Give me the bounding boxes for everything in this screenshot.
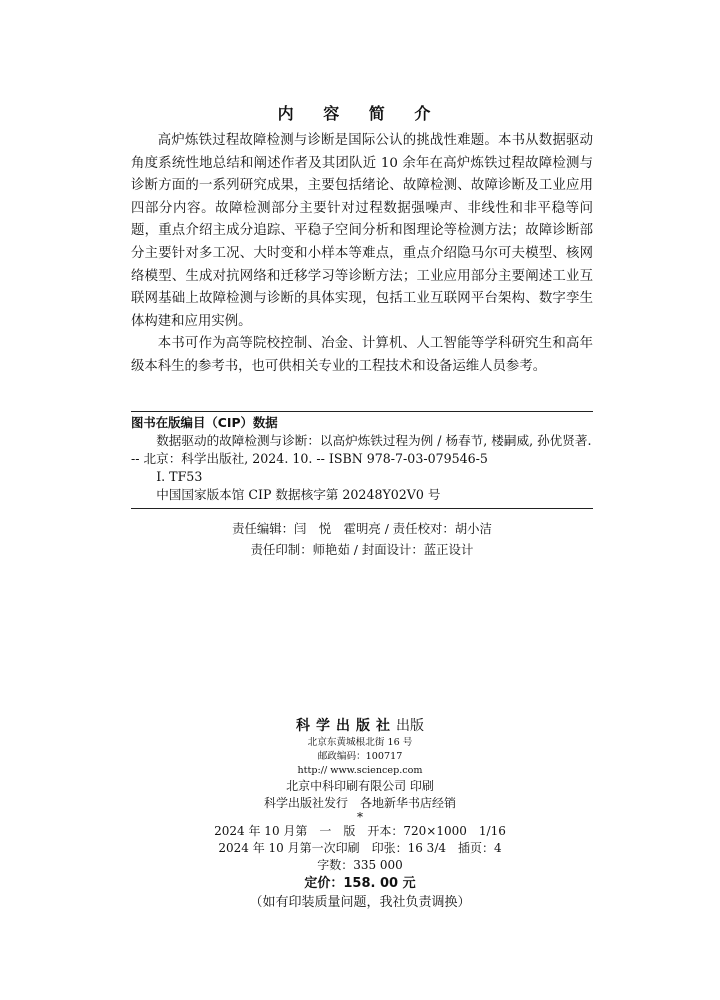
publisher-website: http:// www.sciencep.com bbox=[297, 765, 423, 776]
cip-heading: 图书在版编目（CIP）数据 bbox=[131, 415, 278, 430]
quality-note: （如有印装质量问题，我社负责调换） bbox=[249, 895, 471, 910]
production-line: 责任印制：师艳茹 / 封面设计：蓝正设计 bbox=[250, 542, 474, 557]
cip-record: 数据驱动的故障检测与诊断：以高炉炼铁过程为例 / 杨春节, 楼嗣威, 孙优贤著. -- 北京：科学出版社, 2024. 10. -- ISBN 978-7-03-079546-5 bbox=[131, 433, 592, 466]
printing-line: 2024 年 10 月第一次印刷 印张：16 3/4 插页：4 bbox=[218, 841, 502, 855]
word-count: 字数：335 000 bbox=[317, 858, 403, 872]
book-summary bbox=[131, 130, 593, 379]
distribution-line: 科学出版社发行 各地新华书店经销 bbox=[263, 796, 456, 810]
page-title: 内 容 简 介 bbox=[277, 104, 443, 123]
separator-star: * bbox=[357, 810, 363, 824]
price: 定价：158. 00 元 bbox=[304, 876, 416, 891]
publisher-name-suffix: 出版 bbox=[396, 718, 424, 734]
publisher-logo-text: 科学出版社 bbox=[296, 718, 396, 734]
responsibility-credits bbox=[131, 518, 593, 560]
cip-verification: 中国国家版本馆 CIP 数据核字第 20248Y02V0 号 bbox=[156, 487, 441, 502]
publisher-name bbox=[0, 716, 720, 736]
summary-paragraph: 高炉炼铁过程故障检测与诊断是国际公认的挑战性难题。本书从数据驱动角度系统性地总结和阐述作者及其团队近 10 余年在高炉炼铁过程故障检测与诊断方面的一系列研究成果，主要包括绪论、故障检测、故障诊断及工业应用四部分内容。故障检测部分主要针对过程数据强噪声、非线性和非平稳等问题，重点介绍主成分追踪、平稳子空间分析和图理论等检测方法；故障诊断部分主要针对多工况、大时变和小样本等难点，重点介绍隐马尔可夫模型、核网络模型、生成对抗网络和迁移学习等诊断方法；工业应用部分主要阐述工业互联网基础上故障检测与诊断的具体实现，包括工业互联网平台架构、数字孪生体构建和应用实例。 bbox=[131, 133, 593, 329]
publisher-address: 北京东黄城根北街 16 号 bbox=[307, 737, 413, 748]
cip-block bbox=[131, 411, 593, 509]
editors-line: 责任编辑：闫 悦 霍明亮 / 责任校对：胡小洁 bbox=[232, 521, 492, 536]
cip-classification: Ⅰ. TF53 bbox=[156, 469, 203, 484]
publisher-postcode: 邮政编码：100717 bbox=[317, 751, 403, 762]
edition-line: 2024 年 10 月第 一 版 开本：720×1000 1/16 bbox=[214, 824, 506, 838]
printer-line: 北京中科印刷有限公司 印刷 bbox=[286, 779, 434, 793]
summary-paragraph: 本书可作为高等院校控制、冶金、计算机、人工智能等学科研究生和高年级本科生的参考书，也可供相关专业的工程技术和设备运维人员参考。 bbox=[131, 336, 593, 374]
publisher-block bbox=[0, 716, 720, 912]
